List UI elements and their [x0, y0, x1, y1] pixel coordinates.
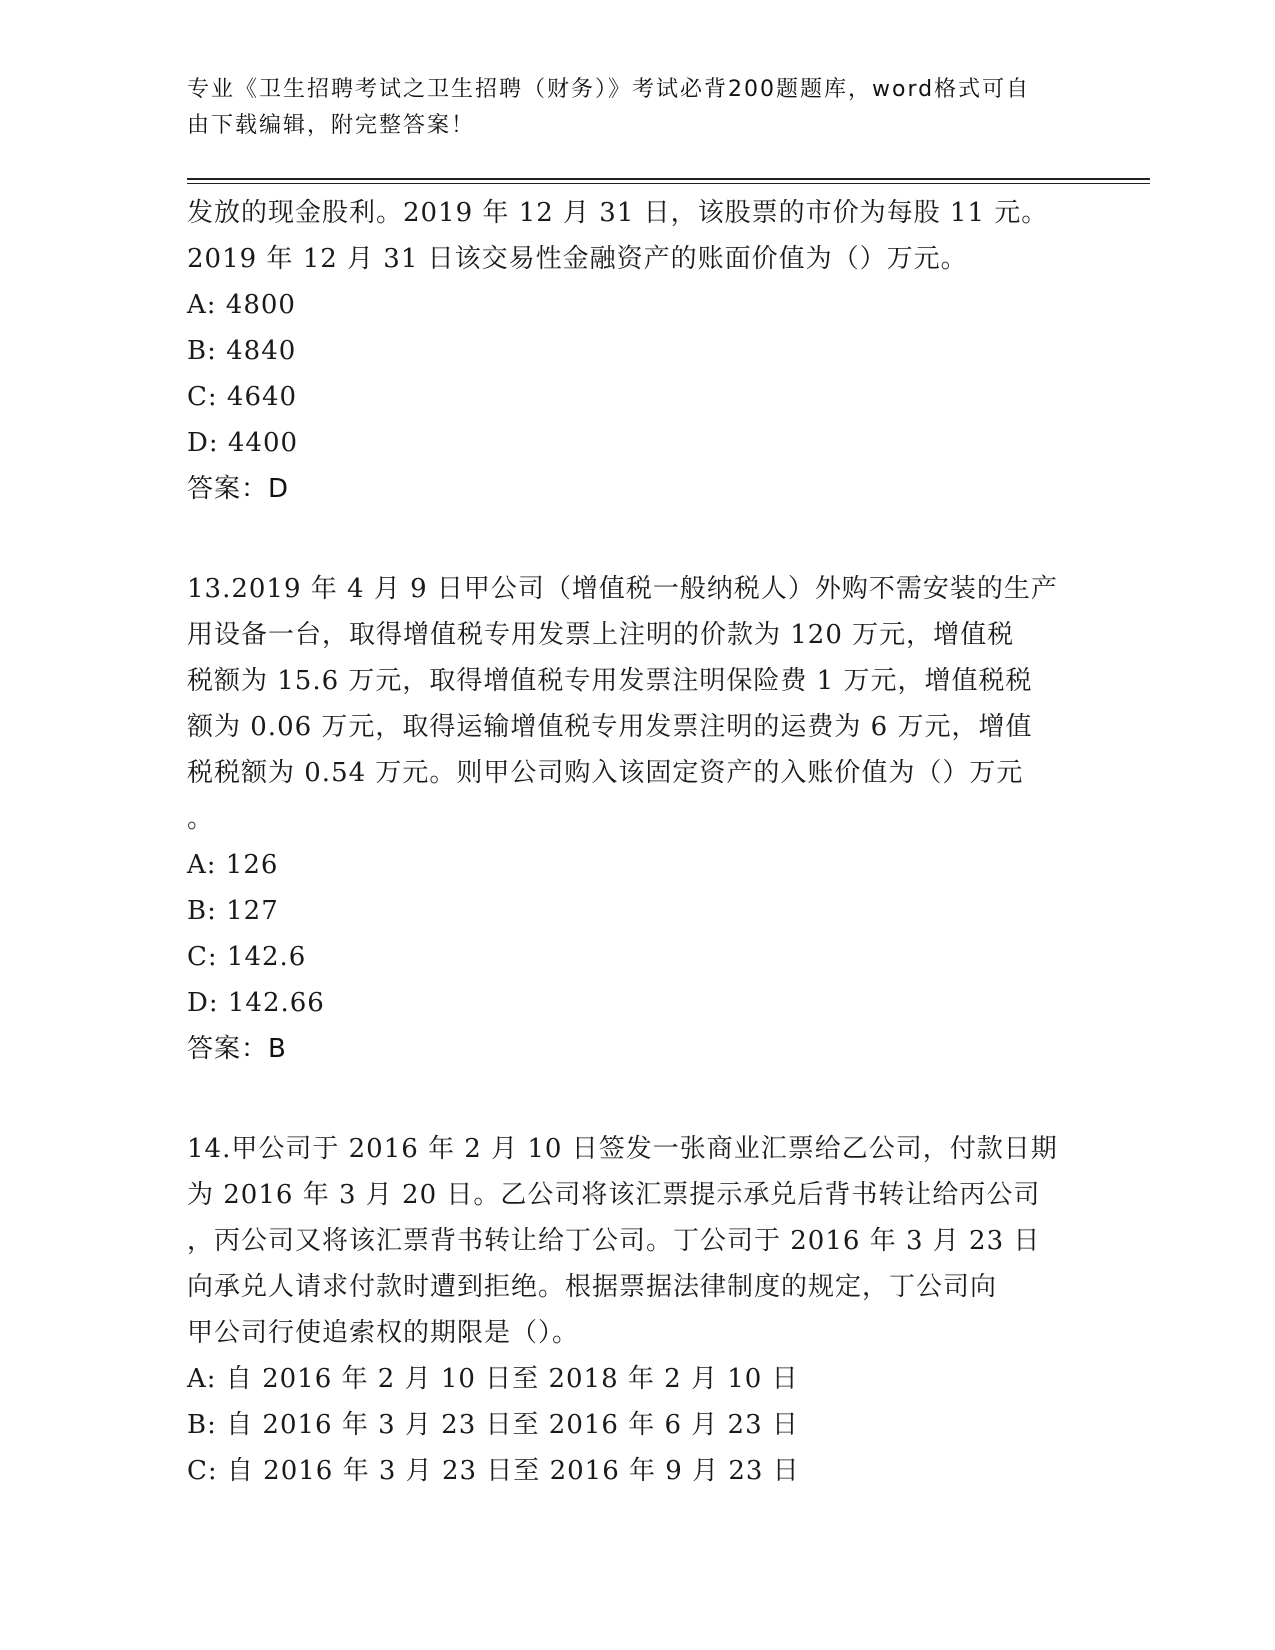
document-body: [187, 190, 1087, 1494]
question-14-text-line: 为 2016 年 3 月 20 日。乙公司将该汇票提示承兑后背书转让给丙公司: [187, 1180, 1041, 1210]
header-divider-thick: [187, 178, 1150, 180]
question-14-block: [187, 1126, 1087, 1494]
question-12-block: [187, 190, 1087, 512]
question-12-answer: 答案：D: [187, 474, 290, 504]
question-12-option-c: C: 4640: [187, 382, 298, 412]
question-13-option-b: B: 127: [187, 896, 279, 926]
question-13-text-line: 税额为 15.6 万元，取得增值税专用发票注明保险费 1 万元，增值税税: [187, 666, 1033, 696]
question-13-block: [187, 566, 1087, 1072]
question-13-text-line: 。: [187, 804, 215, 834]
question-12-text-line: 2019 年 12 月 31 日该交易性金融资产的账面价值为（）万元。: [187, 244, 968, 274]
question-13-option-c: C: 142.6: [187, 942, 307, 972]
header-title-line-1: 专业《卫生招聘考试之卫生招聘（财务）》考试必背200题题库，word格式可自: [187, 77, 1031, 102]
header-title-line-2: 由下载编辑，附完整答案！: [187, 113, 476, 138]
question-14-option-a: A: 自 2016 年 2 月 10 日至 2018 年 2 月 10 日: [187, 1364, 799, 1394]
question-13-text-line: 税税额为 0.54 万元。则甲公司购入该固定资产的入账价值为（）万元: [187, 758, 1024, 788]
question-13-text-line: 额为 0.06 万元，取得运输增值税专用发票注明的运费为 6 万元，增值: [187, 712, 1033, 742]
question-13-option-d: D: 142.66: [187, 988, 325, 1018]
question-13-text-line: 13.2019 年 4 月 9 日甲公司（增值税一般纳税人）外购不需安装的生产: [187, 574, 1058, 604]
question-14-option-c: C: 自 2016 年 3 月 23 日至 2016 年 9 月 23 日: [187, 1456, 800, 1486]
question-14-text-line: 14.甲公司于 2016 年 2 月 10 日签发一张商业汇票给乙公司，付款日期: [187, 1134, 1058, 1164]
question-13-option-a: A: 126: [187, 850, 279, 880]
question-13-answer: 答案：B: [187, 1034, 287, 1064]
question-14-text-line: 甲公司行使追索权的期限是（）。: [187, 1318, 580, 1348]
document-header: [187, 72, 1047, 144]
question-14-text-line: ，丙公司又将该汇票背书转让给丁公司。丁公司于 2016 年 3 月 23 日: [187, 1226, 1041, 1256]
question-12-text-line: 发放的现金股利。2019 年 12 月 31 日，该股票的市价为每股 11 元。: [187, 198, 1049, 228]
question-14-option-b: B: 自 2016 年 3 月 23 日至 2016 年 6 月 23 日: [187, 1410, 799, 1440]
question-12-option-a: A: 4800: [187, 290, 296, 320]
question-14-text-line: 向承兑人请求付款时遭到拒绝。根据票据法律制度的规定，丁公司向: [187, 1272, 998, 1302]
question-12-option-b: B: 4840: [187, 336, 297, 366]
question-13-text-line: 用设备一台，取得增值税专用发票上注明的价款为 120 万元，增值税: [187, 620, 1015, 650]
question-12-option-d: D: 4400: [187, 428, 299, 458]
header-divider-thin: [187, 183, 1150, 184]
